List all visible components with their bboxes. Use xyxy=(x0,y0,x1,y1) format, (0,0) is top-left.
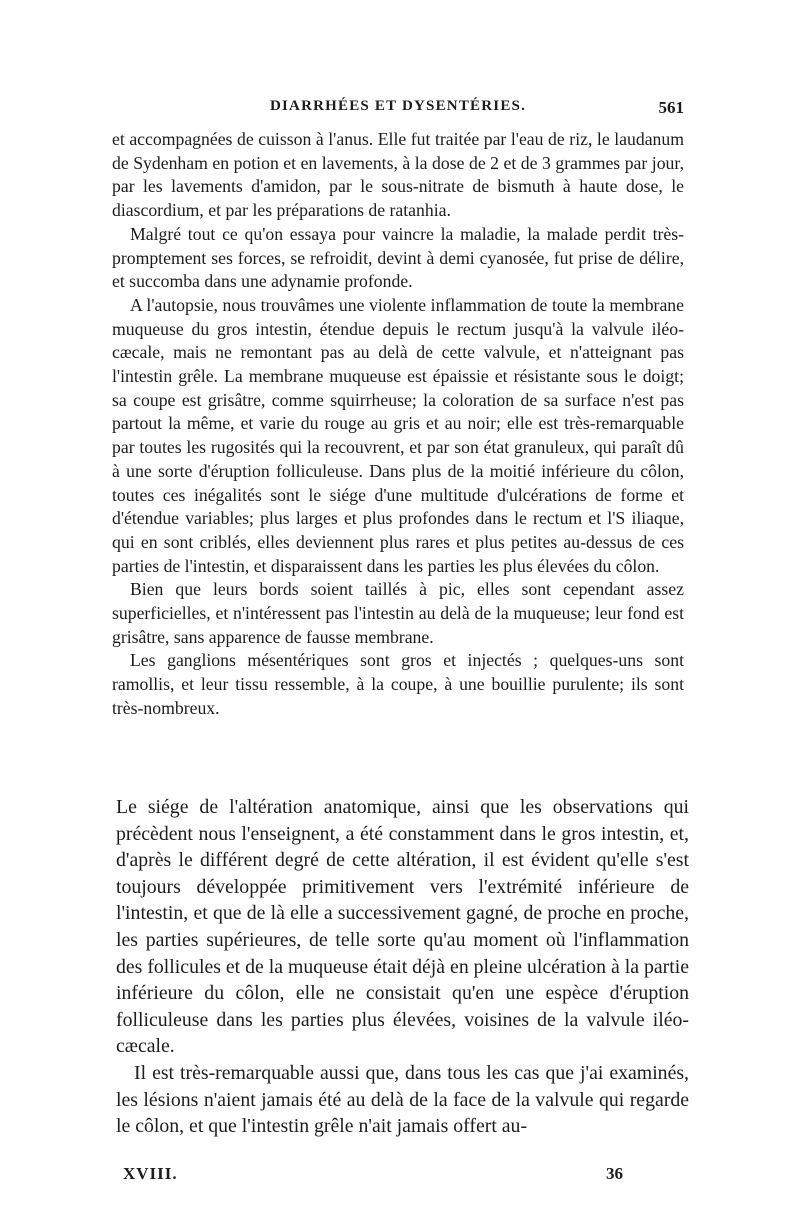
paragraph: et accompagnées de cuisson à l'anus. Elle fut traitée par l'eau de riz, le laudanum de Sydenham en potion et en lavements, à la dose de 2 et de 3 grammes par jour, par les lavements d'amidon, par le sous-nitrate de bismuth à haute dose, le diascordium, et par les préparations de ratanhia. xyxy=(112,129,684,221)
paragraph: Malgré tout ce qu'on essaya pour vaincre la maladie, la malade perdit très-promptement ses forces, se refroidit, devint à demi cyanosée, fut prise de délire, et succomba dans une adynamie profonde. xyxy=(112,223,684,292)
paragraph: Il est très-remarquable aussi que, dans tous les cas que j'ai examinés, les lésions n'aient jamais été au delà de la face de la valvule qui regarde le côlon, et que l'intestin grêle n'ait jamais offert au- xyxy=(116,1061,689,1138)
sheet-number: 36 xyxy=(606,1164,623,1183)
paragraph: Les ganglions mésentériques sont gros et injectés ; quelques-uns sont ramollis, et leur tissu ressemble, à la coupe, à une bouillie purulente; ils sont très-nombreux. xyxy=(112,650,684,718)
paragraph: A l'autopsie, nous trouvâmes une violente inflammation de toute la membrane muqueuse du gros intestin, étendue depuis le rectum jusqu'à la valvule iléo-cæcale, mais ne remontant pas au delà de cette valvule, et n'atteignant pas l'intestin grêle. La membrane muqueuse est épaissie et résistante sous le doigt; sa coupe est grisâtre, comme squirrheuse; la coloration de sa surface n'est pas partout la même, et varie du rouge au gris et au noir; elle est très-remarquable par toutes les rugosités qui la recouvrent, et par son état granuleux, qui paraît dû à une sorte d'éruption folliculeuse. Dans plus de la moitié inférieure du côlon, toutes ces inégalités sont le siége d'une multitude d'ulcérations de forme et d'étendue variables; plus larges et plus profondes dans le rectum et l'S iliaque, qui en sont criblés, elles deviennent plus rares et plus petites au-dessus de ces parties de l'intestin, et disparaissent dans les parties les plus élevées du côlon. xyxy=(112,294,684,576)
page-footer xyxy=(123,1164,623,1190)
signature-mark: XVIII. xyxy=(123,1164,178,1183)
paragraph: Le siége de l'altération anatomique, ainsi que les observations qui précèdent nous l'enseignent, a été constamment dans le gros intestin, et, d'après le différent degré de cette altération, il est évident qu'elle s'est toujours développée primitivement vers l'extrémité inférieure de l'intestin, et que de là elle a successivement gagné, de proche en proche, les parties supérieures, de telle sorte qu'au moment où l'inflammation des follicules et de la muqueuse était déjà en pleine ulcération à la partie inférieure du côlon, elle ne consistait qu'en une espèce d'éruption folliculeuse dans les parties plus élevées, voisines de la valvule iléo-cæcale. xyxy=(116,796,689,1058)
page-header xyxy=(112,98,684,128)
observation-text xyxy=(112,128,684,721)
commentary-text xyxy=(116,794,689,1140)
paragraph: Bien que leurs bords soient taillés à pic, elles sont cependant assez superficielles, et n'intéressent pas l'intestin au delà de la muqueuse; leur fond est grisâtre, sans apparence de fausse membrane. xyxy=(112,579,684,647)
running-title: DIARRHÉES ET DYSENTÉRIES. xyxy=(269,98,527,114)
page-number: 561 xyxy=(658,98,684,117)
